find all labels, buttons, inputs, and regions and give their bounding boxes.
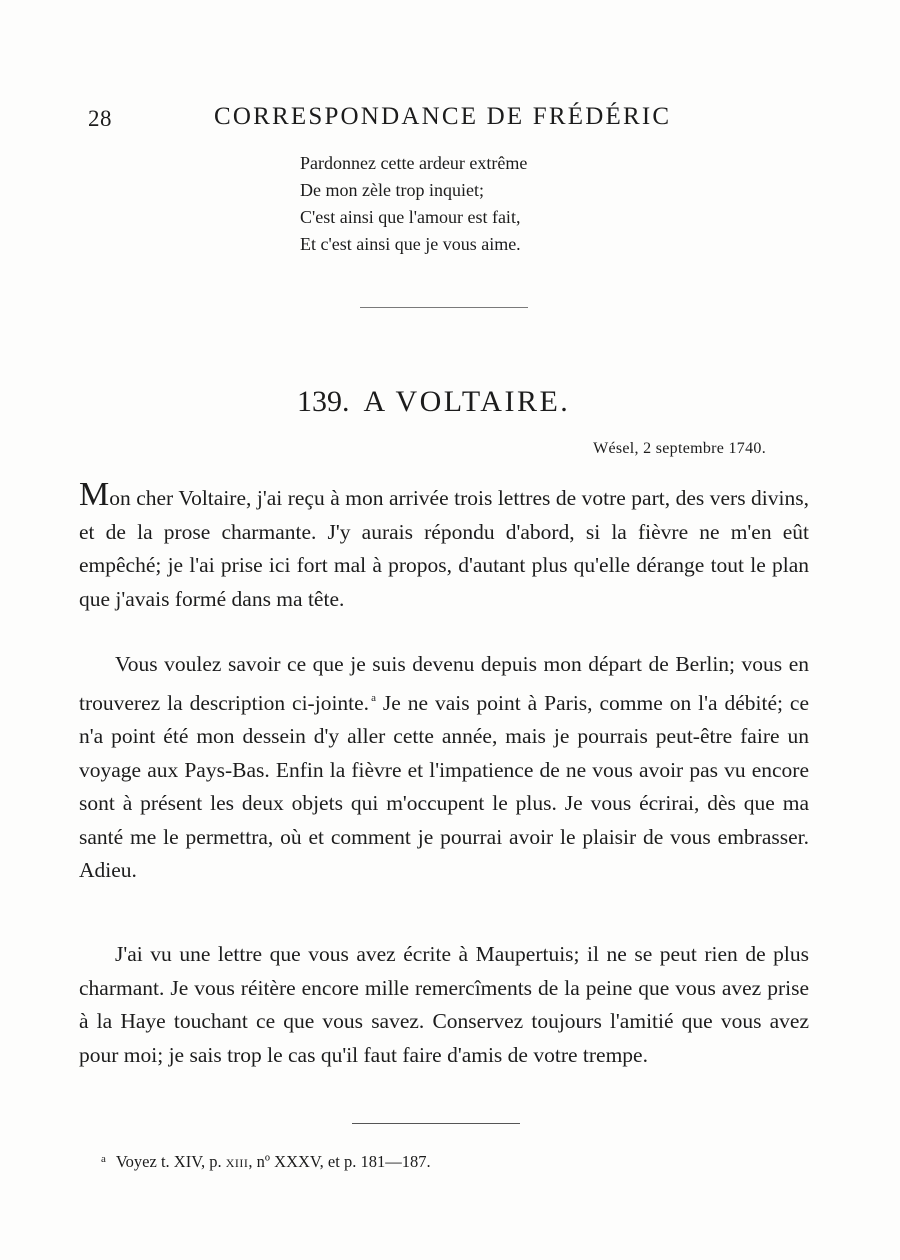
letter-heading (297, 385, 570, 419)
poem-line: C'est ainsi que l'amour est fait, (300, 207, 521, 227)
paragraph-3 (79, 938, 809, 1072)
paragraph-text: on cher Voltaire, j'ai reçu à mon arrivée trois lettres de votre part, des vers divins, et de la prose charmante. J'y aurais répondu d'abord, si la fièvre ne m'en eût empêché; je l'ai prise ici fort mal à propos, d'autant plus qu'elle dérange tout le plan que j'avais formé dans ma tête. (79, 486, 809, 611)
paragraph-1 (79, 476, 809, 616)
letter-title: A VOLTAIRE. (363, 385, 571, 418)
footnote-text: Voyez t. XIV, p. (115, 1152, 222, 1171)
poem-line: Pardonnez cette ardeur extrême (300, 153, 528, 173)
footnote-divider (352, 1123, 520, 1124)
page-number: 28 (88, 106, 112, 131)
poem-line: Et c'est ainsi que je vous aime. (300, 234, 521, 254)
section-divider (360, 307, 528, 308)
footnote (101, 1152, 431, 1172)
letter-number: 139. (297, 385, 350, 418)
paragraph-text: J'ai vu une lettre que vous avez écrite à Maupertuis; il ne se peut rien de plus charmant. Je vous réitère encore mille remercîments de la peine que vous avez prise à la Haye touchant ce que vous savez. Conservez toujours l'amitié que vous avez pour moi; je sais trop le cas qu'il faut faire d'amis de votre trempe. (79, 942, 809, 1067)
dateline: Wésel, 2 septembre 1740. (593, 440, 766, 457)
paragraph-text: Je ne vais point à Paris, comme on l'a débité; ce n'a point été mon dessein d'y aller cette année, mais je pourrais peut-être faire un voyage aux Pays-Bas. Enfin la fièvre et l'impatience de ne vous avoir pas vu encore sont à présent les deux objets qui m'occupent le plus. Je vous écrirai, dès que ma santé me le permettra, où et comment je pourrai avoir le plaisir de vous embrasser. Adieu. (79, 690, 810, 882)
footnote-mark: a (101, 1153, 106, 1165)
drop-cap: M (79, 476, 110, 513)
paragraph-2 (79, 648, 809, 888)
poem-stanza (300, 150, 527, 258)
running-head: CORRESPONDANCE DE FRÉDÉRIC (214, 103, 672, 130)
paragraph-text: Vous voulez savoir ce que je suis devenu depuis mon départ de Berlin; vous en trouverez la description ci-jointe. (79, 652, 809, 715)
footnote-smallcaps: XIII (225, 1156, 249, 1170)
footnote-text: , nº XXXV, et p. 181—187. (248, 1152, 431, 1171)
footnote-reference[interactable]: a (371, 691, 376, 704)
poem-line: De mon zèle trop inquiet; (300, 180, 484, 200)
